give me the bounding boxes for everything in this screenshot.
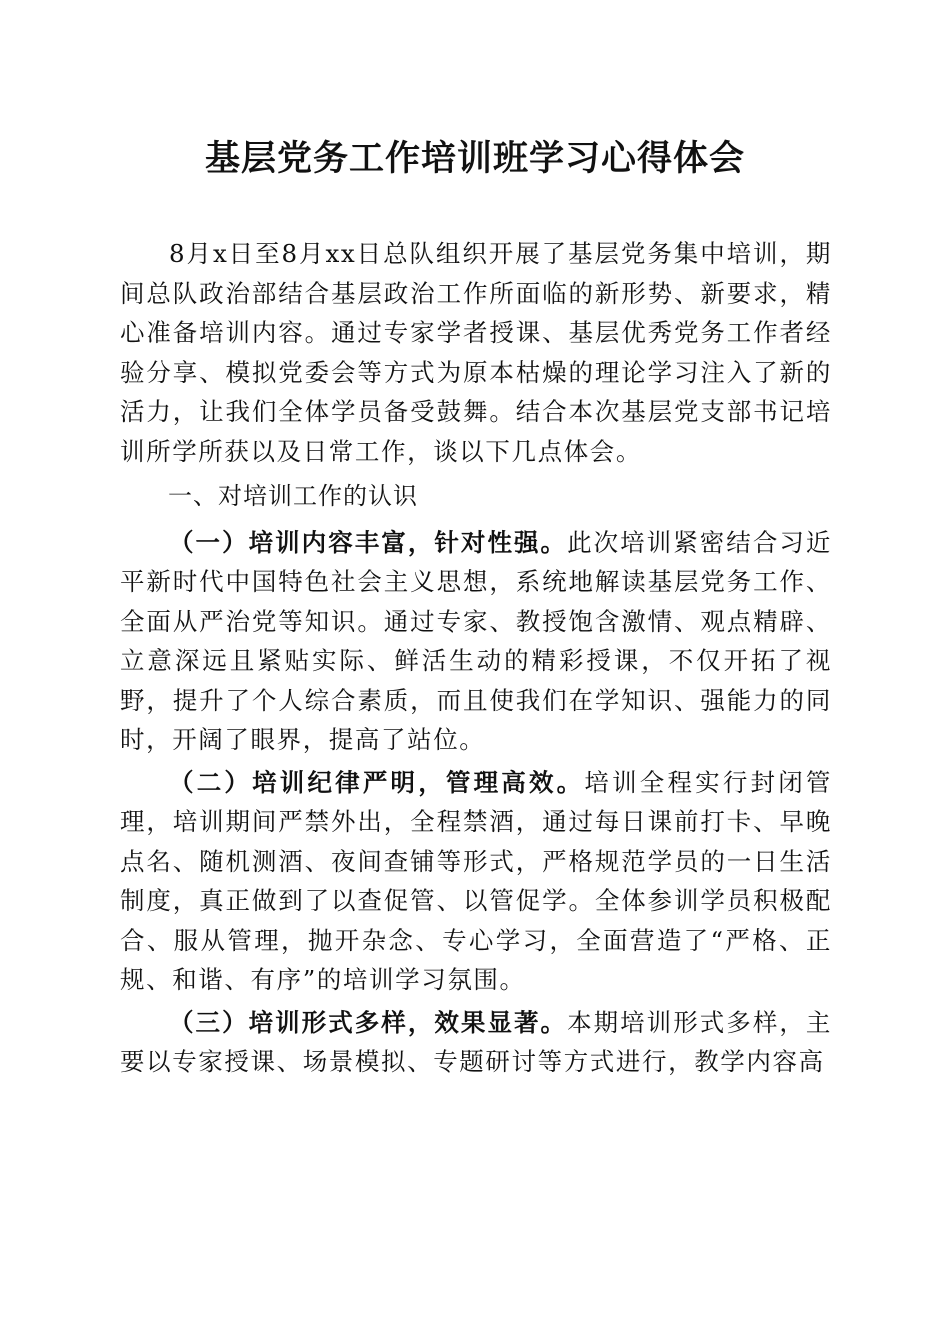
point-text: 培训全程实行封闭管理，培训期间严禁外出，全程禁酒，通过每日课前打卡、早晚点名、随机测酒、夜间查铺等形式，严格规范学员的一日生活制度，真正做到了以查促管、以管促学。全体参训学员积极配合、服从管理，抛开杂念、专心学习，全面营造了“严格、正规、和谐、有序”的培训学习氛围。 [120, 767, 833, 994]
intro-paragraph: 8月x日至8月xx日总队组织开展了基层党务集中培训，期间总队政治部结合基层政治工作所面临的新形势、新要求，精心准备培训内容。通过专家学者授课、基层优秀党务工作者经验分享、模拟党委会等方式为原本枯燥的理论学习注入了新的活力，让我们全体学员备受鼓舞。结合本次基层党支部书记培训所学所获以及日常工作，谈以下几点体会。 [120, 239, 832, 466]
point-paragraph-1 [120, 523, 832, 760]
section-heading: 一、对培训工作的认识 [168, 482, 418, 510]
point-paragraph-2 [120, 763, 832, 1000]
point-lead: （一）培训内容丰富，针对性强。 [169, 527, 568, 557]
document-body [120, 234, 832, 1082]
point-text: 此次培训紧密结合习近平新时代中国特色社会主义思想，系统地解读基层党务工作、全面从严治党等知识。通过专家、教授饱含激情、观点精辟、立意深远且紧贴实际、鲜活生动的精彩授课，不仅开拓了视野，提升了个人综合素质，而且使我们在学知识、强能力的同时，开阔了眼界，提高了站位。 [120, 527, 832, 754]
document-title: 基层党务工作培训班学习心得体会 [204, 138, 745, 179]
point-lead: （三）培训形式多样，效果显著。 [169, 1007, 568, 1037]
point-lead: （二）培训纪律严明，管理高效。 [169, 767, 585, 797]
point-text: 本期培训形式多样，主要以专家授课、场景模拟、专题研讨等方式进行，教学内容高 [120, 1007, 832, 1076]
point-paragraph-3 [120, 1003, 832, 1082]
